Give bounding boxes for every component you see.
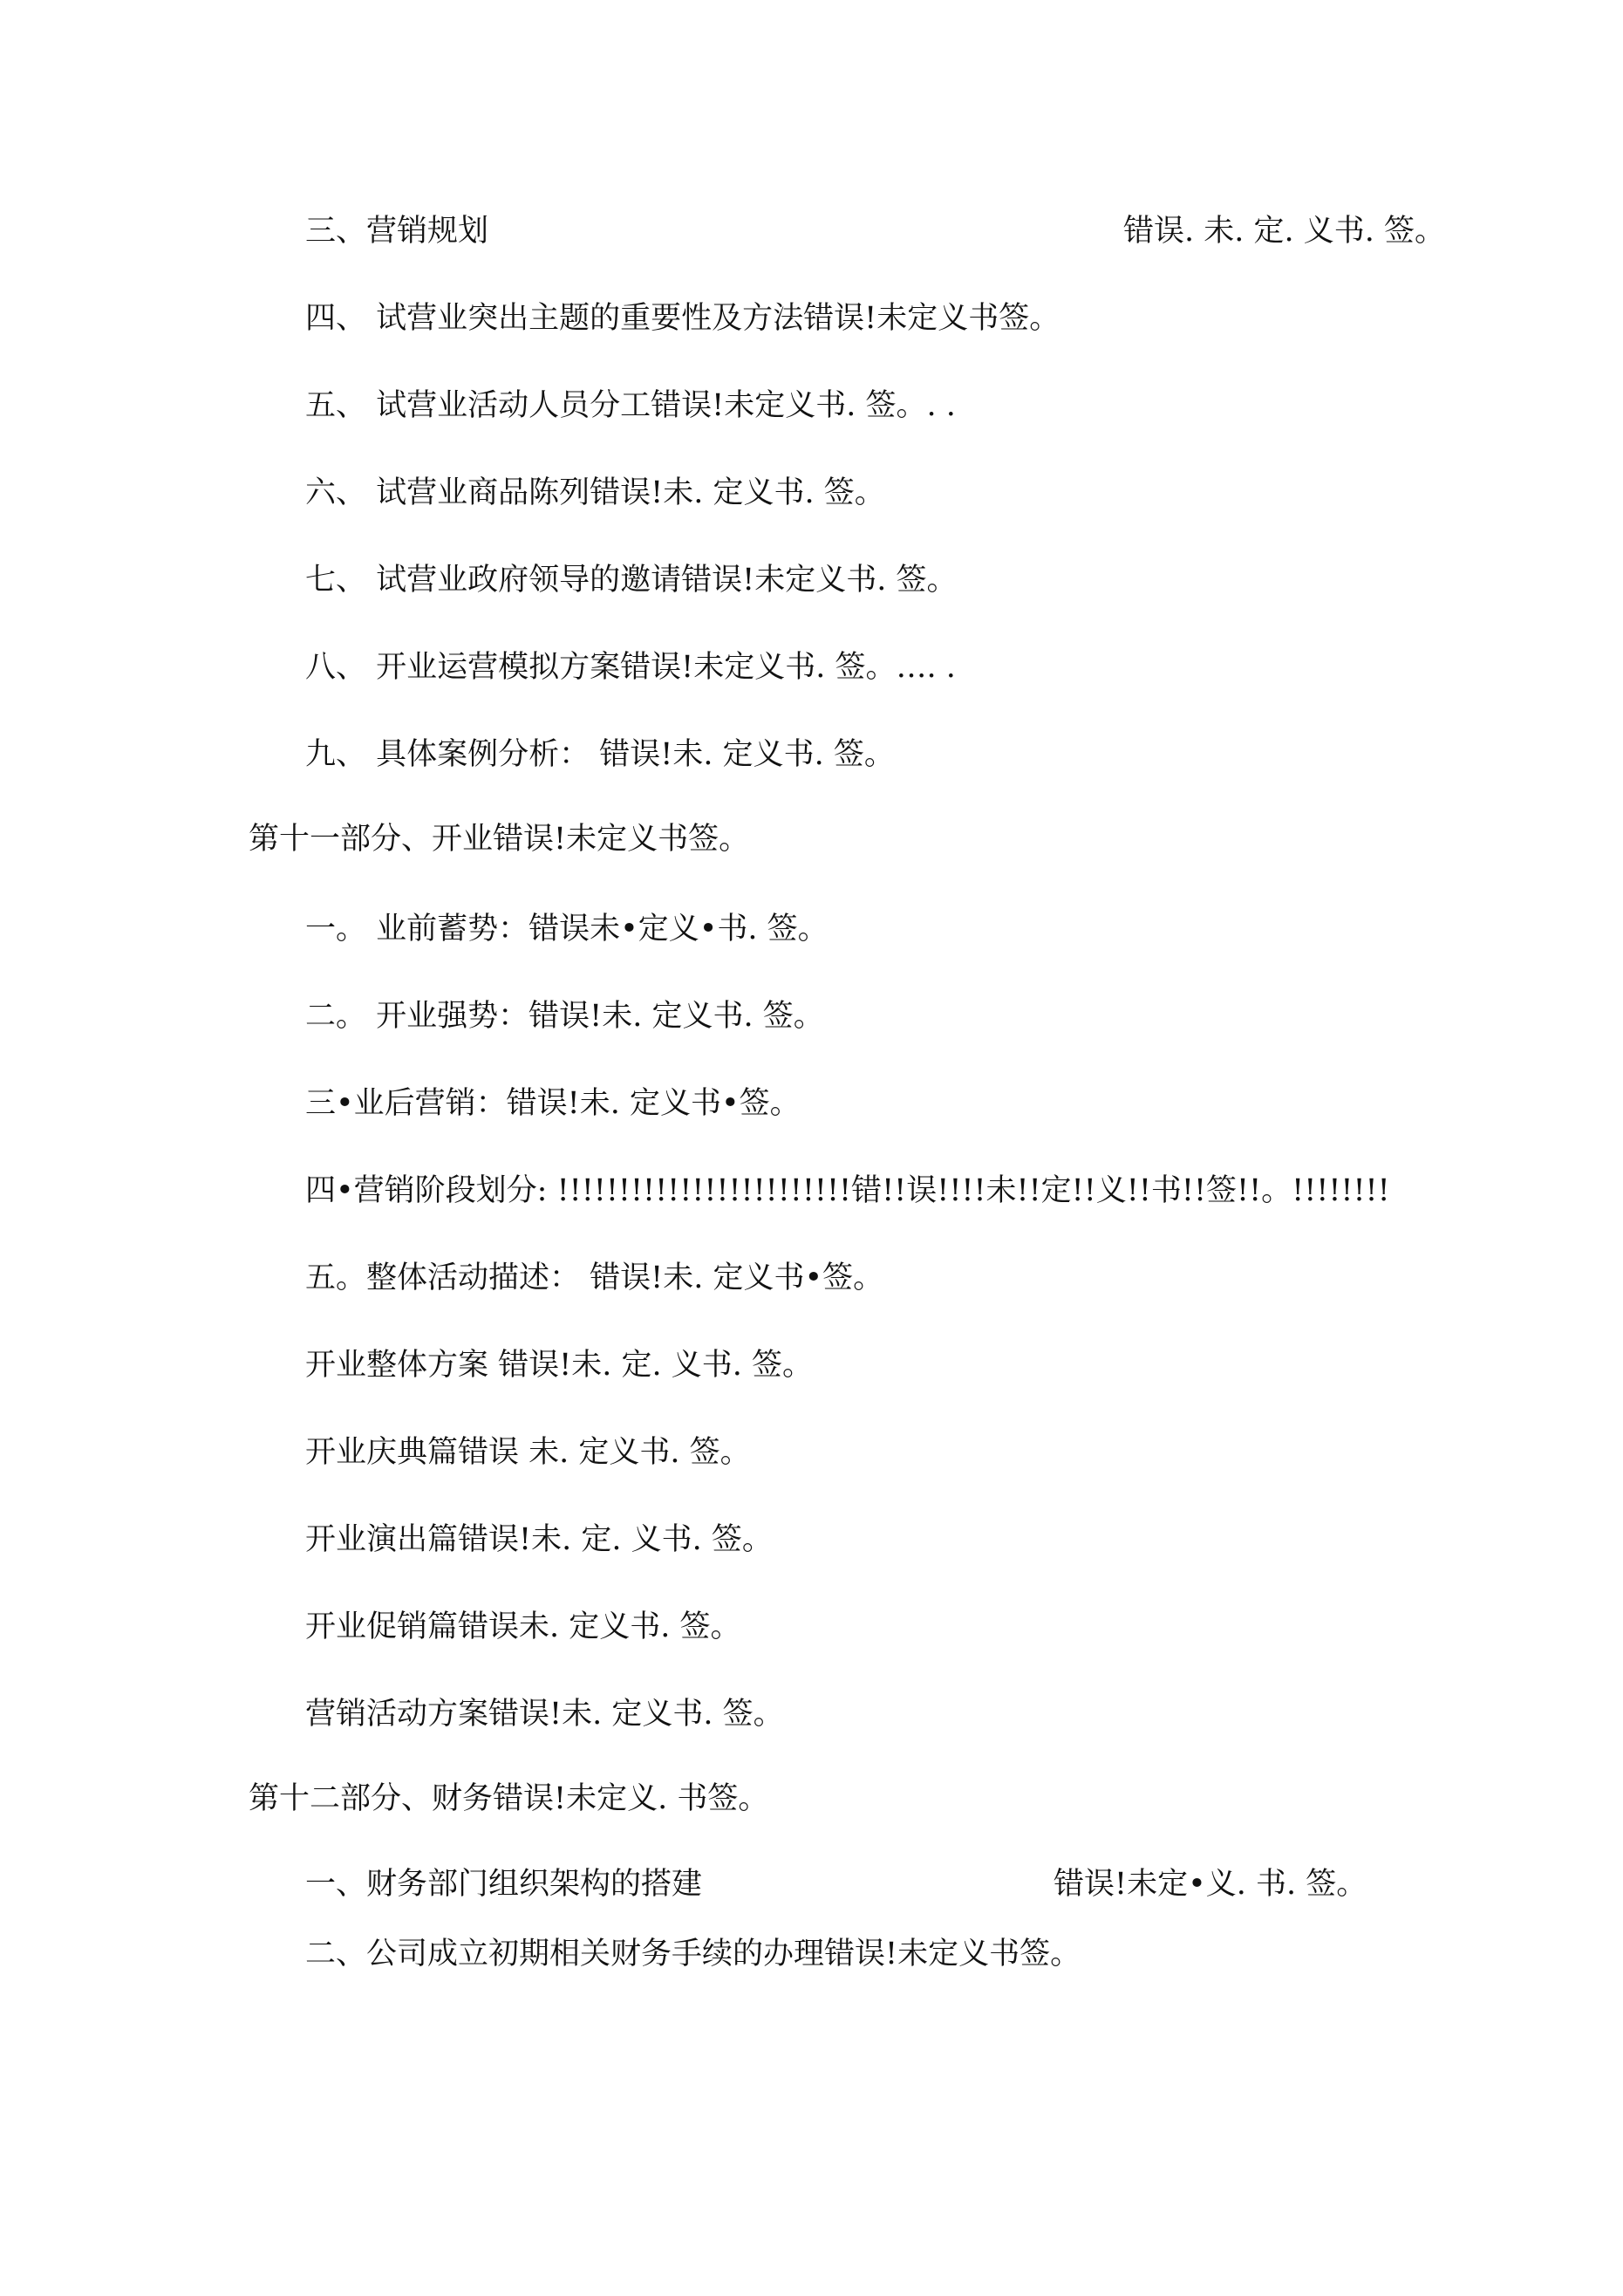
toc-entry-opening: 二。 开业强势：错误!未. 定义书. 签。 [305, 999, 824, 1034]
toc-entry-stages: 四•营销阶段划分: !!!!!!!!!!!!!!!!!!!!!!!!错!!误!!!!未!!定!!义!!书!!签!!。!!!!!!!! [305, 1173, 1390, 1208]
toc-entry-overall-plan: 开业整体方案 错误!未. 定. 义书. 签。 [305, 1348, 813, 1383]
toc-entry-promotion: 开业促销篇错误未. 定义书. 签。 [305, 1609, 741, 1644]
toc-entry-invite: 七、 试营业政府领导的邀请错误!未定义书. 签。 [305, 563, 958, 598]
toc-entry-marketing-activity: 营销活动方案错误!未. 定义书. 签。 [305, 1697, 784, 1732]
toc-entry-case: 九、 具体案例分析： 错误!未. 定义书. 签。 [305, 737, 895, 772]
toc-entry-finance-procedures: 二、公司成立初期相关财务手续的办理错误!未定义书签。 [305, 1937, 1081, 1971]
toc-entry-label: 三、营销规划 [305, 214, 489, 249]
toc-entry-ceremony: 开业庆典篇错误 未. 定义书. 签。 [305, 1435, 751, 1470]
toc-entry-staff: 五、 试营业活动人员分工错误!未定义书. 签。. . [305, 388, 956, 423]
toc-entry-performance: 开业演出篇错误!未. 定. 义书. 签。 [305, 1522, 773, 1557]
toc-entry-simulation: 八、 开业运营模拟方案错误!未定义书. 签。…. . [305, 650, 956, 685]
toc-part-11: 第十一部分、开业错误!未定义书签。 [249, 822, 750, 857]
toc-entry-page-ref: 错误. 未. 定. 义书. 签。 [1123, 214, 1446, 249]
toc-entry-page-ref: 错误!未定•义. 书. 签。 [1054, 1867, 1367, 1902]
toc-entry-pre-opening: 一。 业前蓄势：错误未•定义•书. 签。 [305, 912, 829, 946]
toc-entry-display: 六、 试营业商品陈列错误!未. 定义书. 签。 [305, 475, 885, 510]
toc-entry-finance-structure [305, 1865, 702, 1903]
toc-entry-overall-activity: 五。整体活动描述： 错误!未. 定义书•签。 [305, 1261, 884, 1295]
toc-entry-marketing-plan [305, 212, 488, 250]
toc-entry-post-opening: 三•业后营销：错误!未. 定义书•签。 [305, 1086, 801, 1121]
toc-entry-theme: 四、 试营业突出主题的重要性及方法错误!未定义书签。 [305, 301, 1060, 336]
toc-part-12: 第十二部分、财务错误!未定义. 书签。 [249, 1781, 769, 1816]
toc-entry-label: 一、财务部门组织架构的搭建 [305, 1867, 703, 1902]
